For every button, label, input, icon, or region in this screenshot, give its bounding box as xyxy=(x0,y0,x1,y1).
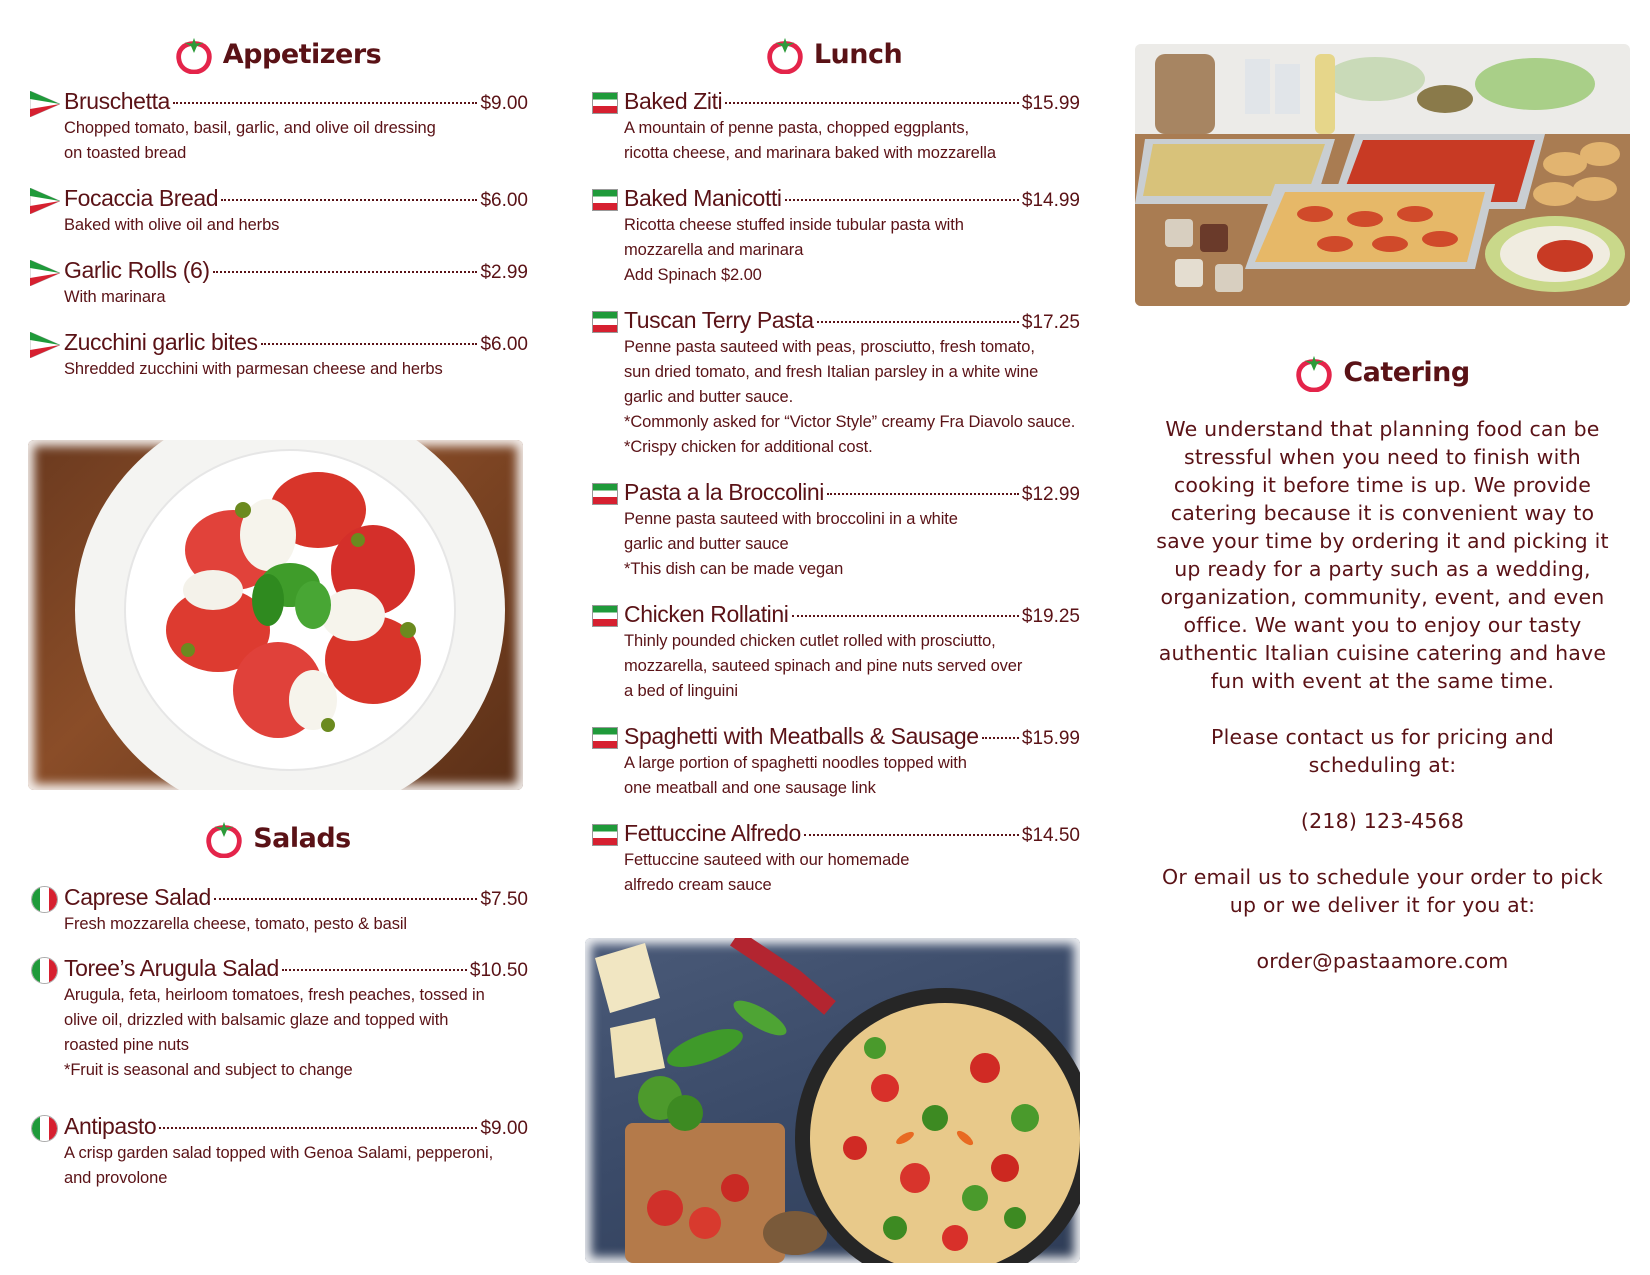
tomato-icon xyxy=(205,818,243,858)
salads-title: Salads xyxy=(253,822,351,854)
item-description: Baked with olive oil and herbs xyxy=(64,216,280,234)
menu-item xyxy=(588,479,1080,582)
item-description: A large portion of spaghetti noodles topped with one meatball and one sausage link xyxy=(624,754,967,797)
round-italian-flag-icon xyxy=(31,1115,58,1142)
catering-email-line: Or email us to schedule your order to pick up or we deliver it for you at: xyxy=(1162,865,1603,917)
pennant-flag-icon xyxy=(30,188,60,214)
item-description: A mountain of penne pasta, chopped eggplants, ricotta cheese, and marinara baked with mozzarella xyxy=(624,119,996,162)
catering-intro: We understand that planning food can be stressful when you need to finish with cooking it before time is up. We provide catering because it is convenient way to save your time by ordering it and picking it up ready for a party such as a wedding, organization, community, event, and even office. We want you to enjoy our tasty authentic Italian cuisine catering and have fun with event at the same time. xyxy=(1156,417,1609,693)
lunch-list xyxy=(588,88,1080,898)
italian-flag-icon xyxy=(592,189,618,211)
pennant-flag-icon xyxy=(30,332,60,358)
item-name: Tuscan Terry Pasta xyxy=(624,307,814,333)
catering-phone[interactable]: (218) 123-4568 xyxy=(1300,809,1465,833)
item-description: Chopped tomato, basil, garlic, and olive oil dressing on toasted bread xyxy=(64,119,436,162)
item-description: Fresh mozzarella cheese, tomato, pesto & basil xyxy=(64,915,407,933)
item-description: Penne pasta sauteed with broccolini in a white garlic and butter sauce *This dish can be made vegan xyxy=(624,510,958,578)
menu-item xyxy=(28,1113,528,1191)
item-price: $6.00 xyxy=(480,190,528,211)
item-name: Baked Manicotti xyxy=(624,185,782,211)
item-price: $14.99 xyxy=(1021,190,1080,211)
menu-item xyxy=(28,185,528,238)
salads-list xyxy=(28,884,528,1191)
item-name: Baked Ziti xyxy=(624,88,723,114)
menu-item xyxy=(28,329,528,382)
italian-flag-icon xyxy=(592,483,618,505)
item-price: $14.50 xyxy=(1021,825,1080,846)
italian-flag-icon xyxy=(592,92,618,114)
item-description: Fettuccine sauteed with our homemade alfredo cream sauce xyxy=(624,851,910,894)
item-name: Toree’s Arugula Salad xyxy=(64,955,279,981)
lunch-title: Lunch xyxy=(813,38,903,70)
italian-flag-icon xyxy=(592,311,618,333)
item-description: A crisp garden salad topped with Genoa Salami, pepperoni, and provolone xyxy=(64,1144,494,1187)
menu-item xyxy=(28,955,528,1083)
item-price: $15.99 xyxy=(1021,728,1080,749)
catering-text xyxy=(1135,415,1630,975)
menu-item xyxy=(588,88,1080,166)
menu-item xyxy=(588,723,1080,801)
catering-email[interactable]: order@pastaamore.com xyxy=(1256,949,1509,973)
item-description: With marinara xyxy=(64,288,166,306)
tomato-icon xyxy=(1295,352,1333,392)
item-price: $15.99 xyxy=(1021,93,1080,114)
tomato-icon xyxy=(175,34,213,74)
middle-column xyxy=(588,0,1080,898)
tomato-icon xyxy=(766,34,804,74)
item-price: $19.25 xyxy=(1021,606,1080,627)
item-price: $7.50 xyxy=(480,889,528,910)
menu-item xyxy=(28,257,528,310)
item-name: Focaccia Bread xyxy=(64,185,219,211)
item-name: Garlic Rolls (6) xyxy=(64,257,210,283)
item-price: $9.00 xyxy=(480,1118,528,1139)
catering-header xyxy=(1135,345,1630,399)
item-name: Caprese Salad xyxy=(64,884,211,910)
item-name: Pasta a la Broccolini xyxy=(624,479,824,505)
item-price: $9.00 xyxy=(480,93,528,114)
round-italian-flag-icon xyxy=(31,957,58,984)
pennant-flag-icon xyxy=(30,91,60,117)
catering-section xyxy=(1135,345,1630,1003)
round-italian-flag-icon xyxy=(31,886,58,913)
catering-buffet-photo xyxy=(1135,44,1630,306)
item-price: $12.99 xyxy=(1021,484,1080,505)
item-name: Zucchini garlic bites xyxy=(64,329,258,355)
menu-item xyxy=(28,88,528,166)
item-name: Chicken Rollatini xyxy=(624,601,789,627)
appetizers-list xyxy=(28,88,528,382)
menu-item xyxy=(28,884,528,937)
item-name: Antipasto xyxy=(64,1113,157,1139)
menu-item xyxy=(588,307,1080,460)
item-name: Bruschetta xyxy=(64,88,170,114)
catering-contact-line: Please contact us for pricing and scheduling at: xyxy=(1211,725,1554,777)
item-name: Spaghetti with Meatballs & Sausage xyxy=(624,723,979,749)
menu-item xyxy=(588,185,1080,288)
appetizers-header xyxy=(28,26,528,82)
italian-flag-icon xyxy=(592,605,618,627)
item-price: $10.50 xyxy=(469,960,528,981)
lunch-header xyxy=(588,26,1080,82)
item-price: $6.00 xyxy=(480,334,528,355)
item-description: Thinly pounded chicken cutlet rolled with prosciutto, mozzarella, sauteed spinach and pine nuts served over a bed of linguini xyxy=(624,632,1023,700)
salads-section xyxy=(28,810,528,1191)
left-column xyxy=(28,0,528,382)
pasta-photo xyxy=(585,938,1080,1263)
menu-item xyxy=(588,820,1080,898)
item-description: Penne pasta sauteed with peas, prosciutto, fresh tomato, sun dried tomato, and fresh Italian parsley in a white wine garlic and butter sauce. *Commonly asked for “Victor Style” creamy Fra Diavolo sauce. *Crispy chicken for additional cost. xyxy=(624,338,1076,456)
catering-title: Catering xyxy=(1343,356,1470,388)
caprese-photo xyxy=(28,440,523,790)
italian-flag-icon xyxy=(592,824,618,846)
item-price: $17.25 xyxy=(1021,312,1080,333)
italian-flag-icon xyxy=(592,727,618,749)
menu-item xyxy=(588,601,1080,704)
item-description: Shredded zucchini with parmesan cheese and herbs xyxy=(64,360,443,378)
pennant-flag-icon xyxy=(30,260,60,286)
salads-header xyxy=(28,810,528,866)
appetizers-title: Appetizers xyxy=(222,38,382,70)
item-price: $2.99 xyxy=(480,262,528,283)
item-description: Arugula, feta, heirloom tomatoes, fresh peaches, tossed in olive oil, drizzled with balsamic glaze and topped with roasted pine nuts *Fruit is seasonal and subject to change xyxy=(64,986,485,1079)
item-name: Fettuccine Alfredo xyxy=(624,820,801,846)
item-description: Ricotta cheese stuffed inside tubular pasta with mozzarella and marinara Add Spinach $2.00 xyxy=(624,216,964,284)
